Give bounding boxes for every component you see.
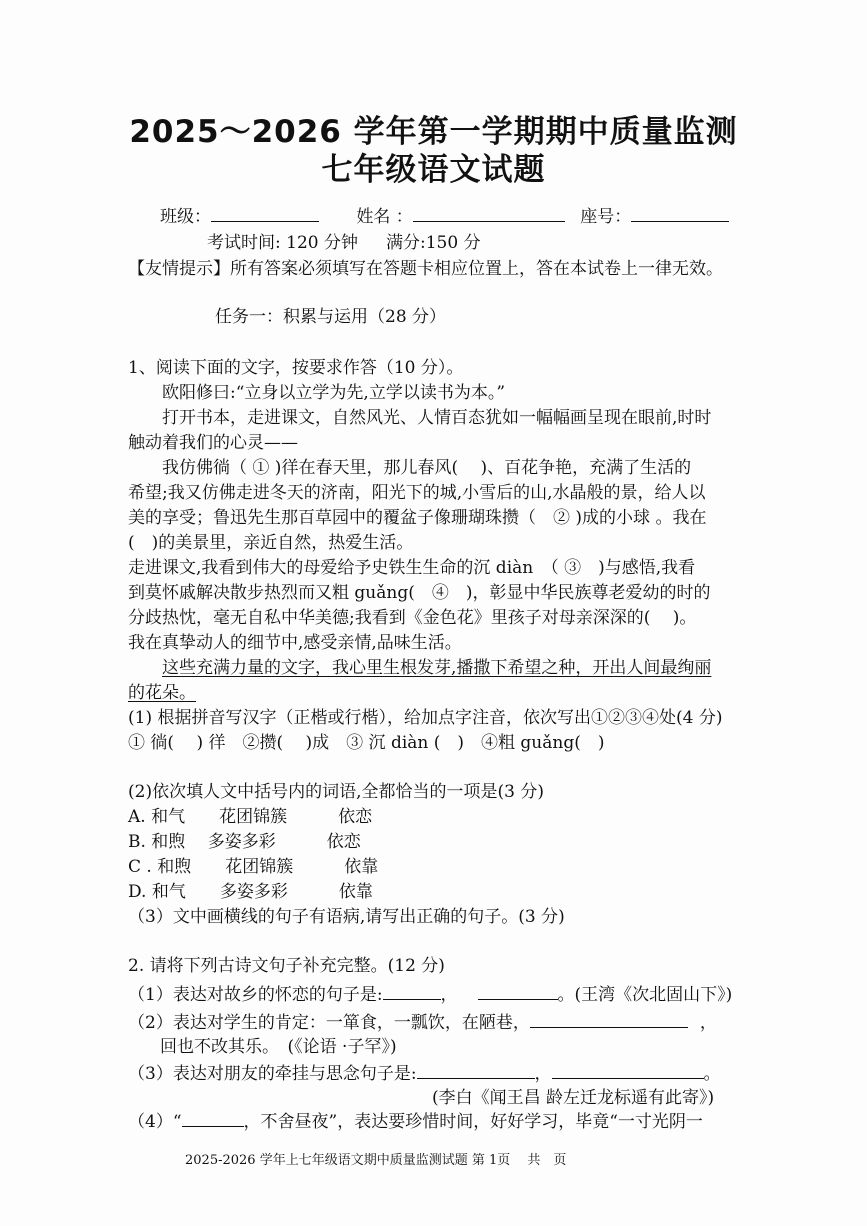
answer-blank: [530, 1011, 688, 1028]
full-score: 满分:150 分: [385, 233, 481, 253]
name-blank: [413, 205, 565, 222]
q2-item3: （3）表达对朋友的牵挂与思念句子是: ， 。: [128, 1064, 721, 1084]
q1-underlined-sentence: 的花朵。: [128, 683, 196, 703]
q2-item4: [128, 1110, 703, 1133]
q1-stem: 1、阅读下面的文字，按要求作答（10 分）。: [128, 358, 464, 378]
q2-stem: 2. 请将下列古诗文句子补充完整。(12 分): [128, 956, 445, 976]
q1-para: ( )的美景里，亲近自然，热爱生活。: [128, 533, 414, 553]
q1-para: 美的享受；鲁迅先生那百草园中的覆盆子像珊瑚珠攒（ ② )成的小球 。我在: [128, 508, 707, 528]
q2-item2-label: （2）表达对学生的肯定：一箪食，一瓢饮，在陋巷，: [128, 1013, 530, 1033]
q1-para: 欧阳修曰:“立身以立学为先,立学以读书为本。”: [162, 383, 506, 403]
q1-para: 分歧热忱，毫无自私中华美德;我看到《金色花》里孩子对母亲深深的( )。: [128, 608, 697, 628]
answer-blank: [182, 1110, 244, 1127]
q2-item4-prefix: （4）“: [128, 1112, 182, 1132]
answer-blank: [383, 983, 441, 1000]
exam-title-line1: 2025～2026 学年第一学期期中质量监测: [129, 114, 738, 150]
q1-sub1: (1) 根据拼音写汉字（正楷或行楷），给加点字注音，依次写出①②③④处(4 分): [128, 708, 723, 728]
info-line: [160, 205, 729, 228]
option-d: D. 和气 多姿多彩 依靠: [128, 882, 373, 902]
q1-sub2: (2)依次填人文中括号内的词语,全都恰当的一项是(3 分): [128, 782, 544, 802]
q2-item1-label: （1）表达对故乡的怀恋的句子是:: [128, 985, 383, 1005]
q2-item2: （2）表达对学生的肯定：一箪食，一瓢饮，在陋巷， ，: [128, 1013, 717, 1033]
q2-item3-label: （3）表达对朋友的牵挂与思念句子是:: [128, 1064, 417, 1084]
q1-sub3: （3）文中画横线的句子有语病,请写出正确的句子。(3 分): [128, 907, 565, 927]
q1-para: 触动着我们的心灵——: [128, 433, 298, 453]
q2-item2-cont: 回也不改其乐。 (《论语 ·子罕》): [160, 1037, 397, 1057]
option-c: C . 和煦 花团锦簇 依靠: [128, 857, 379, 877]
q2-item1: （1）表达对故乡的怀恋的句子是: ， 。(王湾《次北固山下》): [128, 985, 733, 1005]
answer-blank: [478, 983, 558, 1000]
q1-para: 到莫怀戚解决散步热烈而又粗 guǎng( ④ )，彰显中华民族尊老爱幼的时的: [128, 583, 711, 603]
q2-item3-source: (李白《闻王昌 龄左迁龙标遥有此寄》): [432, 1088, 715, 1108]
q1-para: 我仿佛徜（ ① )徉在春天里，那儿春风( )、百花争艳，充满了生活的: [162, 458, 692, 478]
answer-blank: [552, 1062, 704, 1079]
q2-item4-rest: ，不舍昼夜”，表达要珍惜时间，好好学习，毕竟“一寸光阴一: [243, 1112, 703, 1132]
option-a: A. 和气 花团锦簇 依恋: [128, 807, 373, 827]
q1-para: 我在真挚动人的细节中,感受亲情,品味生活。: [128, 633, 462, 653]
page-footer: 2025-2026 学年上七年级语文期中质量监测试题 第 1页 共 页: [185, 1153, 567, 1168]
seat-blank: [631, 205, 729, 222]
class-blank: [211, 205, 319, 222]
q1-para: 打开书本，走进课文，自然风光、人情百态犹如一幅幅画呈现在眼前,时时: [162, 408, 712, 428]
friendly-tip: 【友情提示】所有答案必须填写在答题卡相应位置上，答在本试卷上一律无效。: [128, 259, 723, 279]
answer-blank: [417, 1062, 535, 1079]
exam-title-line2: 七年级语文试题: [321, 152, 546, 188]
seat-label: 座号：: [580, 207, 632, 227]
class-label: 班级：: [160, 207, 211, 227]
exam-meta: [207, 232, 481, 254]
exam-time: 考试时间: 120 分钟: [207, 233, 358, 253]
task1-title: 任务一：积累与运用（28 分）: [215, 307, 447, 327]
q2-item1-source: 。(王湾《次北固山下》): [557, 985, 733, 1005]
q1-para: 希望;我又仿佛走进冬天的济南，阳光下的城,小雪后的山,水晶般的景，给人以: [128, 483, 706, 503]
q1-underlined-sentence: 这些充满力量的文字，我心里生根发芽,播撒下希望之种，开出人间最绚丽: [162, 658, 712, 678]
option-b: B. 和煦 多姿多彩 依恋: [128, 832, 361, 852]
q1-para: 走进课文,我看到伟大的母爱给予史铁生生命的沉 diàn （ ③ )与感悟,我看: [128, 558, 696, 578]
q1-sub1-items: ① 徜( ) 徉 ②攒( )成 ③ 沉 diàn ( ) ④粗 guǎng( ): [128, 733, 605, 753]
name-label: 姓名 ：: [356, 207, 413, 227]
